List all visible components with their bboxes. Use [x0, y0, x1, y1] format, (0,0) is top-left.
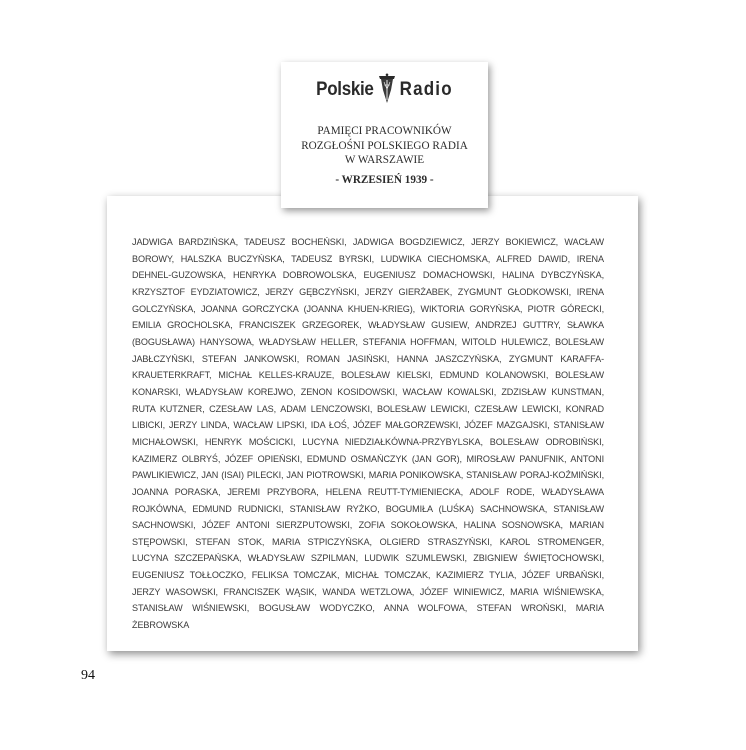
- header-card: [281, 62, 488, 208]
- memorial-line-3: W WARSZAWIE: [344, 154, 425, 166]
- memorial-date: - WRZESIEŃ 1939 -: [335, 173, 434, 186]
- memorial-heading: [281, 124, 488, 187]
- radio-mast-emblem-icon: [377, 73, 397, 105]
- page-number: 94: [81, 668, 95, 683]
- polskie-radio-logo: [281, 72, 488, 106]
- memorial-line-2: ROZGŁOŚNI POLSKIEGO RADIA: [301, 139, 468, 152]
- memorial-line-1: PAMIĘCI PRACOWNIKÓW: [317, 125, 452, 137]
- logo-word-polskie: Polskie: [316, 77, 374, 100]
- names-list: JADWIGA BARDZIŃSKA, TADEUSZ BOCHEŃSKI, JADWIGA BOGDZIEWICZ, JERZY BOKIEWICZ, WACŁAW BOROWY, HALSZKA BUCZYŃSKA, TADEUSZ BYRSKI, LUDWIKA CIECHOMSKA, ALFRED DAWID, IRENA DEHNEL-GUZOWSKA, HENRYKA DOBROWOLSKA, EUGENIUSZ DOMACHOWSKI, HALINA DYBCZYŃSKA, KRZYSZTOF EYDZIATOWICZ, JERZY GĘBCZYŃSKI, JERZY GIERŻABEK, ZYGMUNT GŁODKOWSKI, IRENA GOLCZYŃSKA, JOANNA GORCZYCKA (JOANNA KHUEN-KRIEG), WIKTORIA GORYŃSKA, PIOTR GÓRECKI, EMILIA GROCHOLSKA, FRANCISZEK GRZEGOREK, WŁADYSŁAW GUSIEW, ANDRZEJ GUTTRY, SŁAWKA (BOGUSŁAWA) HANYSOWA, WŁADYSŁAW HELLER, STEFANIA HOFFMAN, WITOLD HULEWICZ, BOLESŁAW JABŁCZYŃSKI, STEFAN JANKOWSKI, ROMAN JASIŃSKI, HANNA JASZCZYŃSKA, ZYGMUNT KARAFFA-KRAUETERKRAFT, MICHAŁ KELLES-KRAUZE, BOLESŁAW KIELSKI, EDMUND KOLANOWSKI, BOLESŁAW KONARSKI, WŁADYSŁAW KOREJWO, ZENON KOSIDOWSKI, WACŁAW KOWALSKI, ZDZISŁAW KUNSTMAN, RUTA KUTZNER, CZESŁAW LAS, ADAM LENCZOWSKI, BOLESŁAW LEWICKI, CZESŁAW LEWICKI, KONRAD LIBICKI, JERZY LINDA, WACŁAW LIPSKI, IDA ŁOŚ, JÓZEF MAŁGORZEWSKI, JÓZEF MAZGAJSKI, STANISŁAW MICHAŁOWSKI, HENRYK MOŚCICKI, LUCYNA NIEDZIAŁKÓWNA-PRZYBYLSKA, BOLESŁAW ODROBIŃSKI, KAZIMERZ OLBRYŚ, JÓZEF OPIEŃSKI, EDMUND OSMAŃCZYK (JAN GOR), MIROSŁAW PANUFNIK, ANTONI PAWLIKIEWICZ, JAN (ISAI) PILECKI, JAN PIOTROWSKI, MARIA PONIKOWSKA, STANISŁAW PORAJ-KOŹMIŃSKI, JOANNA PORASKA, JEREMI PRZYBORA, HELENA REUTT-TYMIENIECKA, ADOLF RODE, WŁADYSŁAWA ROJKÓWNA, EDMUND RUDNICKI, STANISŁAW RYŻKO, BOGUMIŁA (LUŚKA) SACHNOWSKA, STANISŁAW SACHNOWSKI, JÓZEF ANTONI SIERZPUTOWSKI, ZOFIA SOKOŁOWSKA, HALINA SOSNOWSKA, MARIAN STĘPOWSKI, STEFAN STOK, MARIA STPICZYŃSKA, OLGIERD STRASZYŃSKI, KAROL STROMENGER, LUCYNA SZCZEPAŃSKA, WŁADYSŁAW SZPILMAN, LUDWIK SZUMLEWSKI, ZBIGNIEW ŚWIĘTOCHOWSKI, EUGENIUSZ TOŁŁOCZKO, FELIKSA TOMCZAK, MICHAŁ TOMCZAK, KAZIMIERZ TYLIA, JÓZEF URBAŃSKI, JERZY WASOWSKI, FRANCISZEK WĄSIK, WANDA WETZLOWA, JÓZEF WINIEWICZ, MARIA WIŚNIEWSKA, STANISŁAW WIŚNIEWSKI, BOGUSŁAW WODYCZKO, ANNA WOLFOWA, STEFAN WROŃSKI, MARIA ŻEBROWSKA: [132, 237, 604, 631]
- logo-word-radio: Radio: [399, 77, 453, 100]
